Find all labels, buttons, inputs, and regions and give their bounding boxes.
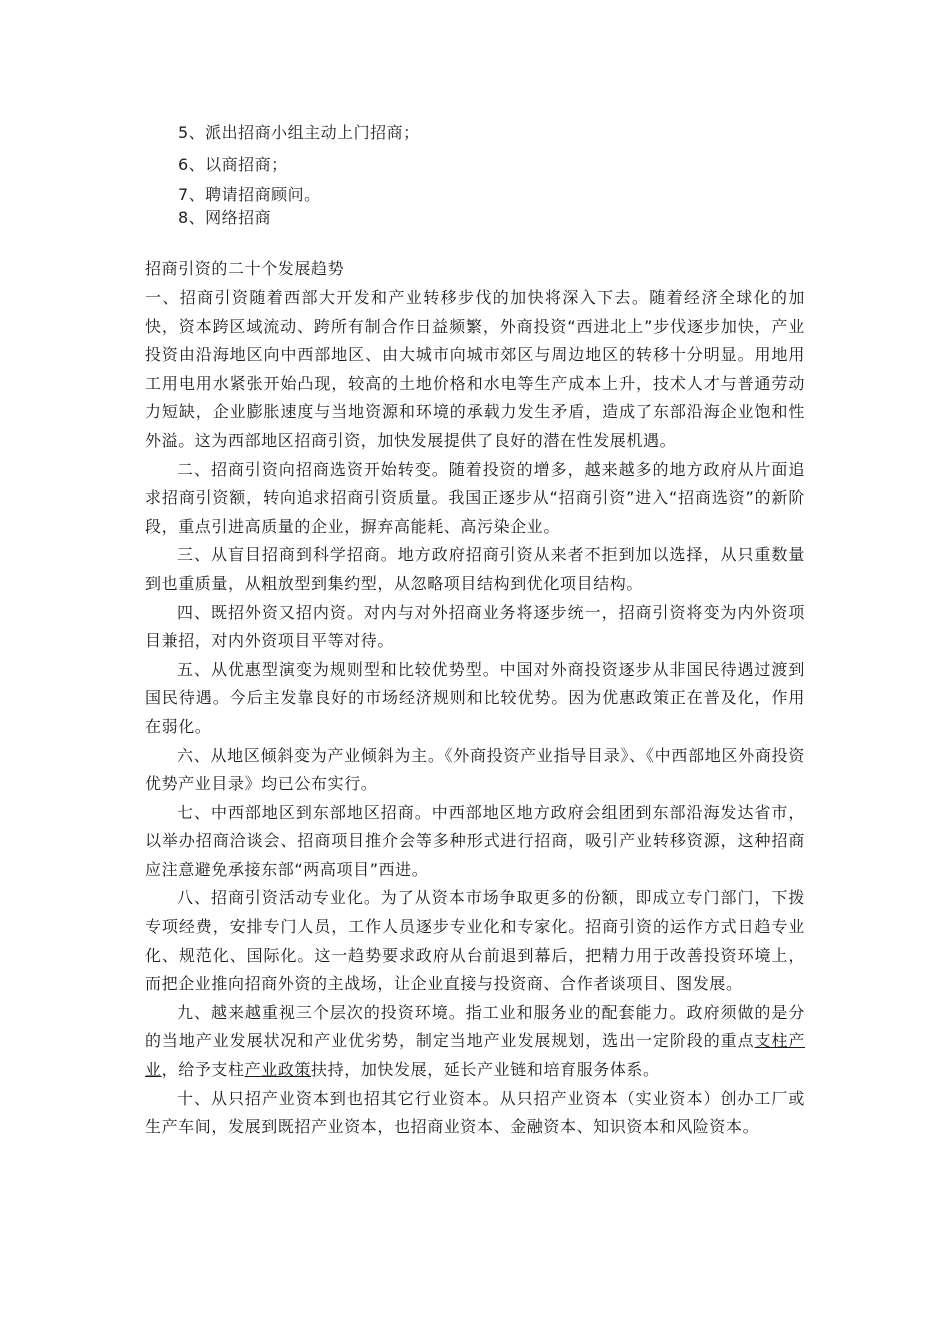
section-title: 招商引资的二十个发展趋势 (145, 259, 345, 278)
link-industrial-policy[interactable]: 产业政策 (244, 1060, 312, 1080)
link-pillar-industry[interactable]: 支柱产业 (145, 1031, 805, 1080)
paragraph-8: 八、招商引资活动专业化。为了从资本市场争取更多的份额，即成立专门部门，下拨专项经费，安排专门人员，工作人员逐步专业化和专家化。招商引资的运作方式日趋专业化、规范化、国际化。这一趋势要求政府从台前退到幕后，把精力用于改善投资环境上，而把企业推向招商外资的主战场，让企业直接与投资商、合作者谈项目、图发展。 (145, 888, 805, 994)
paragraph-9-text-start: 九、越来越重视三个层次的投资环境。指工业和服务业的配套能力。政府须做的是分的当地产业发展状况和产业优劣势，制定当地产业发展规划，选出一定阶段的重点 (145, 1002, 805, 1051)
paragraph-2: 二、招商引资向招商选资开始转变。随着投资的增多，越来越多的地方政府从片面追求招商引资额，转向追求招商引资质量。我国正逐步从“招商引资”进入“招商选资”的新阶段，重点引进高质量的企业，摒弃高能耗、高污染企业。 (145, 459, 805, 536)
list-item: 5、派出招商小组主动上门招商； (178, 123, 420, 142)
paragraph-9-text-end: 扶持，加快发展，延长产业链和培育服务体系。 (311, 1060, 660, 1080)
paragraph-6: 六、从地区倾斜变为产业倾斜为主。《外商投资产业指导目录》、《中西部地区外商投资优势产业目录》均已公布实行。 (145, 745, 805, 794)
list-item: 6、以商招商； (178, 155, 288, 174)
article-body (145, 255, 805, 1142)
paragraph-4: 四、既招外资又招内资。对内与对外招商业务将逐步统一，招商引资将变为内外资项目兼招，对内外资项目平等对待。 (145, 602, 805, 651)
paragraph-7: 七、中西部地区到东部地区招商。中西部地区地方政府会组团到东部沿海发达省市，以举办招商洽谈会、招商项目推介会等多种形式进行招商，吸引产业转移资源，这种招商应注意避免承接东部“两高项目”西进。 (145, 802, 805, 879)
paragraph-3: 三、从盲目招商到科学招商。地方政府招商引资从来者不拒到加以选择，从只重数量到也重质量，从粗放型到集约型，从忽略项目结构到优化项目结构。 (145, 545, 805, 593)
paragraph-9 (145, 999, 805, 1085)
list-item: 8、网络招商 (178, 208, 272, 227)
paragraph-10: 十、从只招产业资本到也招其它行业资本。从只招产业资本（实业资本）创办工厂或生产车间，发展到既招产业资本，也招商业资本、金融资本、知识资本和风险资本。 (145, 1088, 805, 1137)
list-item: 7、聘请招商顾问。 (178, 185, 321, 204)
paragraph-9-text-middle: ，给予支柱 (161, 1060, 245, 1080)
paragraph-1: 一、招商引资随着西部大开发和产业转移步伐的加快将深入下去。随着经济全球化的加快，资本跨区域流动、跨所有制合作日益频繁，外商投资“西进北上”步伐逐步加快，产业投资由沿海地区向中西部地区、由大城市向城市郊区与周边地区的转移十分明显。用地用工用电用水紧张开始凸现，较高的土地价格和水电等生产成本上升，技术人才与普通劳动力短缺，企业膨胀速度与当地资源和环境的承载力发生矛盾，造成了东部沿海企业饱和性外溢。这为西部地区招商引资，加快发展提供了良好的潜在性发展机遇。 (145, 288, 805, 450)
paragraph-5: 五、从优惠型演变为规则型和比较优势型。中国对外商投资逐步从非国民待遇过渡到国民待遇。今后主发靠良好的市场经济规则和比较优势。因为优惠政策正在普及化，作用在弱化。 (145, 659, 805, 736)
